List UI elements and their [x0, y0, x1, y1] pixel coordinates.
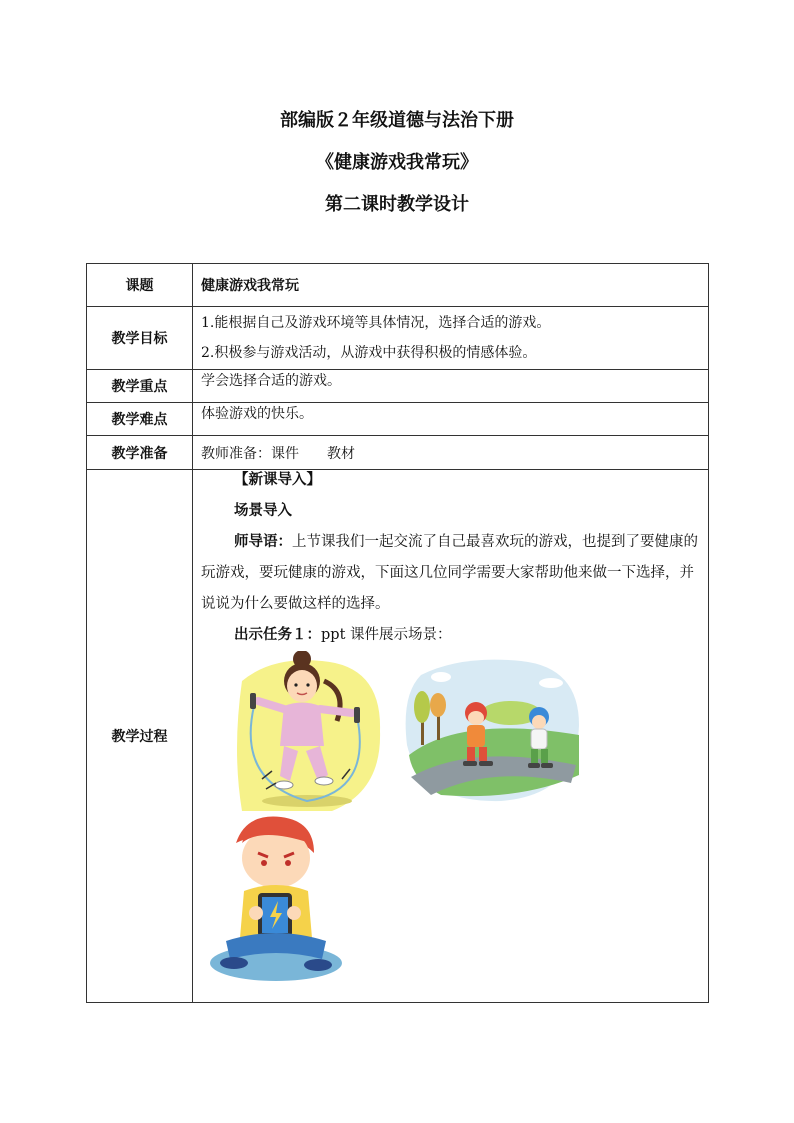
lead-text: 上节课我们一起交流了自己最喜欢玩的游戏，也提到了要健康的玩游戏，要玩健康的游戏，下面这几位同学需要大家帮助他来做一下选择，并说说为什么要做这样的选择。 — [201, 534, 698, 612]
goal-item-2: 2.积极参与游戏活动，从游戏中获得积极的情感体验。 — [201, 345, 537, 361]
key-point-label: 教学重点 — [87, 370, 193, 403]
task-label: 出示任务１： — [234, 627, 321, 643]
table-row-key-point — [87, 370, 709, 403]
table-row-goals — [87, 307, 709, 370]
table-row-difficulty — [87, 403, 709, 436]
process-cell — [193, 470, 709, 1003]
process-label: 教学过程 — [87, 470, 193, 1003]
doc-title-design: 第二课时教学设计 — [325, 194, 469, 215]
roller-skating-kids-illustration — [401, 655, 581, 803]
table-row-topic — [87, 264, 709, 307]
lesson-plan-table — [86, 263, 709, 1003]
goals-label: 教学目标 — [87, 307, 193, 370]
key-point-value: 学会选择合适的游戏。 — [193, 370, 709, 403]
sub-title: 场景导入 — [234, 503, 292, 519]
section-title: 【新课导入】 — [234, 472, 321, 488]
preparation-label: 教学准备 — [87, 436, 193, 470]
lead-label: 师导语： — [234, 534, 292, 550]
doc-title-grade: 部编版２年级道德与法治下册 — [280, 110, 514, 131]
task-text: ppt 课件展示场景： — [321, 627, 452, 643]
difficulty-value: 体验游戏的快乐。 — [193, 403, 709, 436]
difficulty-label: 教学难点 — [87, 403, 193, 436]
goal-item-1: 1.能根据自己及游戏环境等具体情况，选择合适的游戏。 — [201, 315, 551, 331]
topic-value: 健康游戏我常玩 — [193, 264, 709, 307]
task-line — [201, 620, 700, 651]
boy-playing-phone-illustration — [206, 813, 346, 988]
topic-label: 课题 — [87, 264, 193, 307]
table-row-process — [87, 470, 709, 1003]
doc-title-lesson: 《健康游戏我常玩》 — [316, 152, 478, 173]
preparation-value: 教师准备：课件 教材 — [193, 436, 709, 470]
jump-rope-girl-illustration — [232, 651, 384, 816]
lead-paragraph — [201, 527, 700, 620]
goals-cell — [193, 307, 709, 370]
